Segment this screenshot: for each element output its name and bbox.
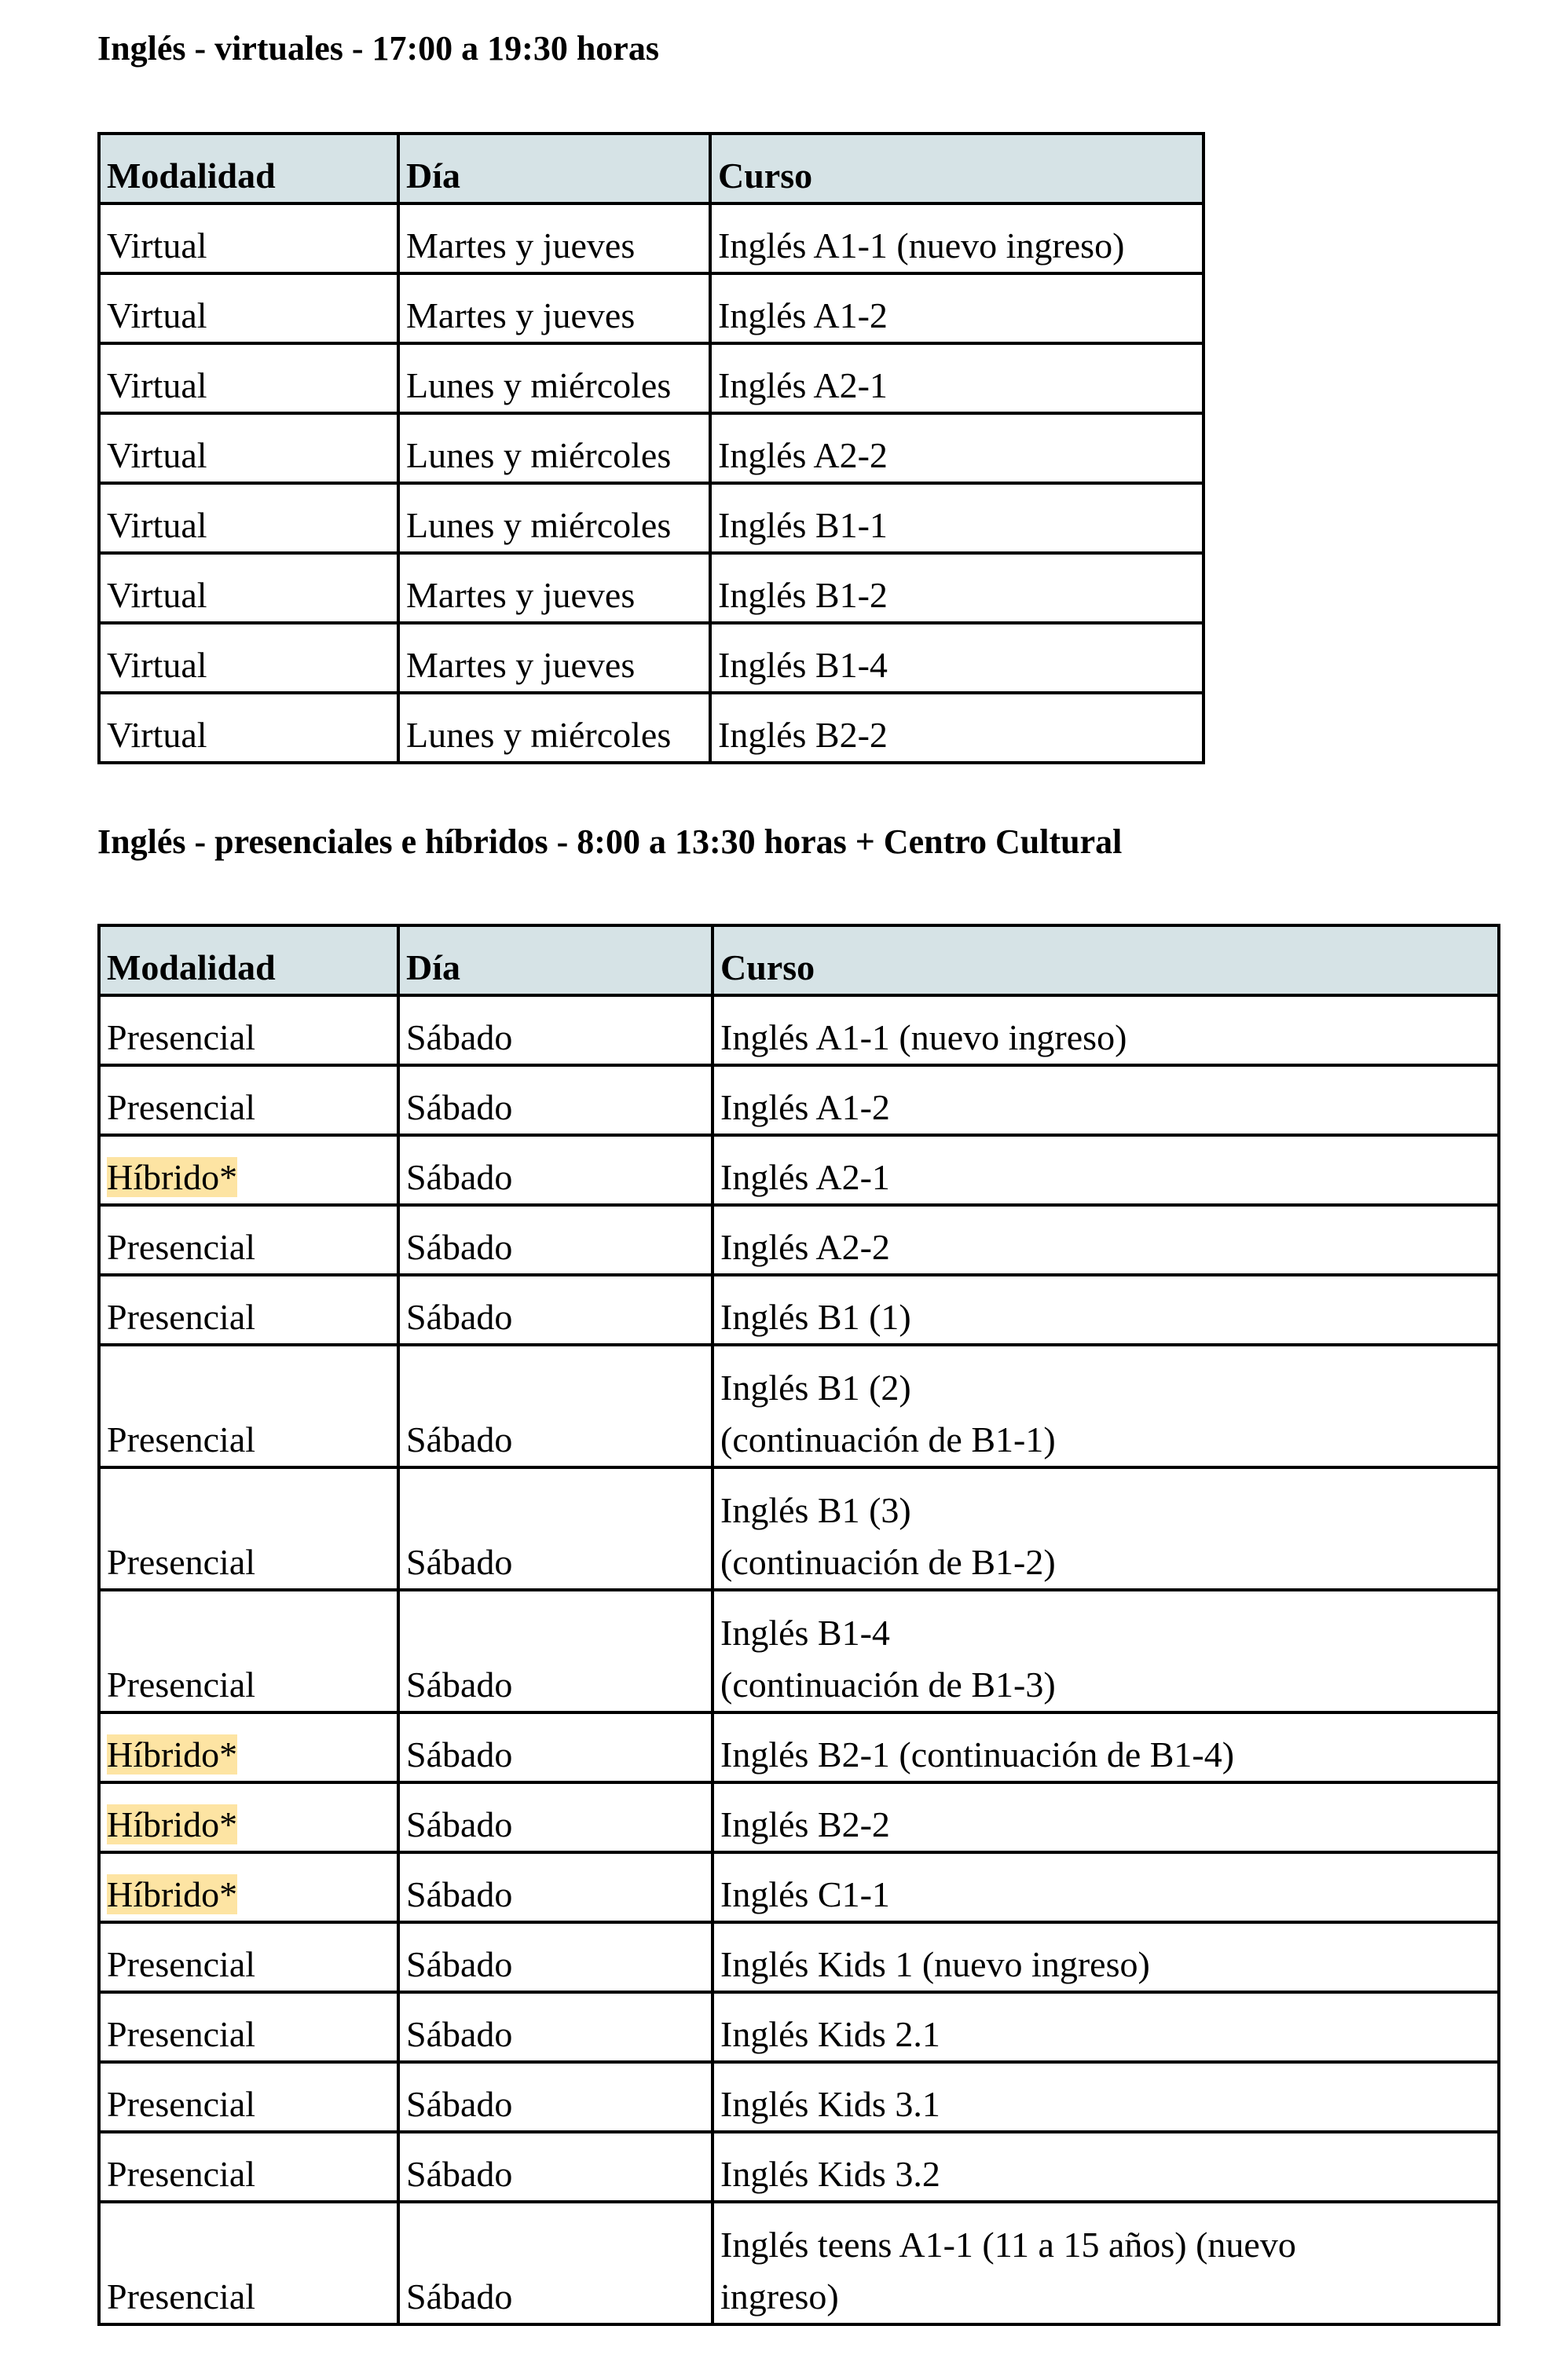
cell-dia [398,1782,713,1852]
cell-modalidad-text: Virtual [107,225,207,266]
table-header-row [99,134,1203,203]
section-heading-presencial: Inglés - presenciales e híbridos - 8:00 a 13:30 horas + Centro Cultural [97,822,1123,861]
cell-dia [398,2132,713,2202]
cell-dia-text: Lunes y miércoles [406,715,672,755]
cell-curso-text: Inglés Kids 3.2 [720,2154,940,2194]
cell-dia-text: Sábado [406,1944,513,1984]
table-row [99,1205,1499,1275]
cell-curso [710,483,1203,553]
cell-dia [398,2202,713,2324]
cell-dia-text: Sábado [406,1297,513,1337]
cell-dia-text: Martes y jueves [406,295,636,335]
cell-curso-text: Inglés A1-1 (nuevo ingreso) [718,225,1125,266]
table-row [99,693,1203,763]
cell-curso [713,1590,1499,1712]
cell-modalidad [99,1205,398,1275]
table-row [99,1275,1499,1345]
table-row [99,1782,1499,1852]
cell-dia [398,1852,713,1922]
cell-modalidad-text: Virtual [107,435,207,475]
table-row [99,1852,1499,1922]
cell-curso-text: Inglés B2-2 [720,1804,890,1844]
virtual-courses-table [97,132,1205,764]
cell-curso-text: Inglés A1-2 [718,295,888,335]
cell-modalidad [99,1992,398,2062]
hybrid-highlight: Híbrido* [107,1734,238,1775]
table-row [99,413,1203,483]
cell-curso-text: Inglés B1-1 [718,505,888,545]
cell-modalidad-text: Virtual [107,505,207,545]
cell-dia [398,1135,713,1205]
column-header-dia: Día [398,925,713,995]
cell-modalidad-text: Presencial [107,2276,256,2317]
cell-modalidad [99,1712,398,1782]
hybrid-highlight: Híbrido* [107,1157,238,1197]
cell-modalidad [99,1467,398,1590]
cell-dia-text: Sábado [406,1419,513,1460]
cell-curso-text: Inglés A1-2 [720,1087,890,1127]
cell-modalidad [99,1852,398,1922]
table-row [99,483,1203,553]
table-row [99,203,1203,273]
cell-modalidad-text: Virtual [107,715,207,755]
cell-curso-text: Inglés A1-1 (nuevo ingreso) [720,1017,1127,1057]
cell-dia-text: Sábado [406,1087,513,1127]
cell-modalidad [99,693,398,763]
cell-modalidad [99,1345,398,1467]
cell-dia [398,1922,713,1992]
cell-modalidad-text: Presencial [107,1542,256,1582]
cell-dia-text: Sábado [406,1665,513,1705]
cell-curso [713,1275,1499,1345]
cell-dia [398,623,710,693]
cell-curso [713,1922,1499,1992]
cell-dia-text: Sábado [406,1874,513,1914]
cell-curso [710,203,1203,273]
cell-dia [398,553,710,623]
cell-dia-text: Sábado [406,1804,513,1844]
cell-modalidad [99,1065,398,1135]
table-row [99,553,1203,623]
cell-modalidad [99,413,398,483]
cell-dia-text: Lunes y miércoles [406,365,672,405]
cell-modalidad [99,1782,398,1852]
cell-curso [713,1065,1499,1135]
cell-modalidad-text: Presencial [107,1944,256,1984]
cell-modalidad [99,1135,398,1205]
cell-curso [713,1467,1499,1590]
cell-curso [713,1782,1499,1852]
cell-curso [713,1852,1499,1922]
cell-curso [710,413,1203,483]
cell-dia [398,343,710,413]
table-row [99,2202,1499,2324]
cell-curso-text: Inglés B1 (3) [720,1490,911,1530]
cell-curso [710,553,1203,623]
table-row [99,1922,1499,1992]
cell-curso [713,995,1499,1065]
cell-dia-text: Sábado [406,1157,513,1197]
cell-modalidad-text: Presencial [107,2084,256,2124]
cell-modalidad-text: Virtual [107,295,207,335]
cell-modalidad [99,1590,398,1712]
table-row [99,995,1499,1065]
cell-curso-text: Inglés A2-1 [718,365,888,405]
cell-modalidad [99,553,398,623]
cell-dia-text: Sábado [406,1017,513,1057]
cell-dia-text: Lunes y miércoles [406,435,672,475]
cell-dia-text: Martes y jueves [406,225,636,266]
table-row [99,2062,1499,2132]
cell-dia [398,1467,713,1590]
cell-dia-text: Sábado [406,1734,513,1775]
cell-curso-text: Inglés B1-2 [718,575,888,615]
cell-curso [713,2202,1499,2324]
cell-modalidad-text: Presencial [107,1297,256,1337]
cell-dia-text: Sábado [406,2084,513,2124]
cell-dia [398,995,713,1065]
cell-modalidad-text: Virtual [107,645,207,685]
cell-modalidad [99,1922,398,1992]
cell-modalidad-text: Presencial [107,1087,256,1127]
cell-curso [710,623,1203,693]
cell-dia [398,2062,713,2132]
cell-curso-text: Inglés C1-1 [720,1874,890,1914]
cell-dia [398,413,710,483]
table-row [99,1065,1499,1135]
cell-curso [713,1345,1499,1467]
cell-dia-text: Martes y jueves [406,645,636,685]
cell-curso-text: Inglés A2-1 [720,1157,890,1197]
cell-modalidad [99,623,398,693]
cell-dia [398,203,710,273]
table-header-row [99,925,1499,995]
presencial-courses-table [97,924,1500,2326]
cell-dia-text: Sábado [406,1227,513,1267]
table-row [99,2132,1499,2202]
cell-curso [713,1135,1499,1205]
cell-curso-text-line2: (continuación de B1-3) [720,1665,1056,1705]
cell-curso [713,1205,1499,1275]
cell-dia [398,1345,713,1467]
cell-modalidad-text: Presencial [107,1665,256,1705]
cell-dia [398,273,710,343]
cell-dia [398,1712,713,1782]
section-heading-virtual: Inglés - virtuales - 17:00 a 19:30 horas [97,29,659,68]
table-row [99,1135,1499,1205]
cell-modalidad-text: Virtual [107,575,207,615]
column-header-modalidad: Modalidad [99,134,398,203]
cell-modalidad [99,343,398,413]
cell-dia [398,1275,713,1345]
table-row [99,1467,1499,1590]
cell-curso-text: Inglés A2-2 [718,435,888,475]
cell-dia [398,1205,713,1275]
table-row [99,1712,1499,1782]
cell-dia [398,1992,713,2062]
cell-curso [710,693,1203,763]
hybrid-highlight: Híbrido* [107,1804,238,1844]
table-row [99,273,1203,343]
cell-modalidad-text: Presencial [107,1419,256,1460]
table-row [99,1992,1499,2062]
cell-curso-text: Inglés B1 (1) [720,1297,911,1337]
column-header-modalidad: Modalidad [99,925,398,995]
cell-curso-text: Inglés A2-2 [720,1227,890,1267]
cell-curso [713,2132,1499,2202]
cell-dia-text: Sábado [406,2276,513,2317]
cell-dia [398,483,710,553]
cell-modalidad [99,995,398,1065]
cell-curso [710,273,1203,343]
column-header-dia: Día [398,134,710,203]
cell-modalidad [99,2132,398,2202]
cell-curso [710,343,1203,413]
cell-curso-text-line2: (continuación de B1-1) [720,1419,1056,1460]
cell-dia-text: Sábado [406,1542,513,1582]
cell-curso-text: Inglés Kids 2.1 [720,2014,940,2054]
cell-dia [398,1065,713,1135]
cell-curso [713,1992,1499,2062]
table-row [99,343,1203,413]
cell-curso [713,2062,1499,2132]
cell-curso-text: Inglés B2-2 [718,715,888,755]
cell-dia [398,1590,713,1712]
cell-curso-text: Inglés Kids 1 (nuevo ingreso) [720,1944,1150,1984]
cell-curso [713,1712,1499,1782]
cell-curso-text: Inglés B1-4 [720,1613,890,1653]
cell-modalidad-text: Virtual [107,365,207,405]
cell-curso-text: Inglés B2-1 (continuación de B1-4) [720,1734,1235,1775]
cell-dia [398,693,710,763]
cell-curso-text: Inglés Kids 3.1 [720,2084,940,2124]
cell-dia-text: Lunes y miércoles [406,505,672,545]
cell-dia-text: Sábado [406,2014,513,2054]
table-row [99,1345,1499,1467]
cell-dia-text: Sábado [406,2154,513,2194]
cell-curso-text: Inglés teens A1-1 (11 a 15 años) (nuevo [720,2225,1296,2265]
cell-curso-text: Inglés B1-4 [718,645,888,685]
cell-modalidad-text: Presencial [107,2154,256,2194]
cell-modalidad-text: Presencial [107,2014,256,2054]
column-header-curso: Curso [713,925,1499,995]
table-row [99,1590,1499,1712]
cell-modalidad [99,273,398,343]
hybrid-highlight: Híbrido* [107,1874,238,1914]
cell-curso-text-line2: (continuación de B1-2) [720,1542,1056,1582]
cell-modalidad [99,203,398,273]
cell-modalidad [99,483,398,553]
cell-modalidad-text: Presencial [107,1227,256,1267]
cell-curso-text: Inglés B1 (2) [720,1368,911,1408]
cell-modalidad-text: Presencial [107,1017,256,1057]
cell-curso-text-line2: ingreso) [720,2276,839,2317]
column-header-curso: Curso [710,134,1203,203]
table-row [99,623,1203,693]
cell-modalidad [99,1275,398,1345]
cell-dia-text: Martes y jueves [406,575,636,615]
cell-modalidad [99,2202,398,2324]
cell-modalidad [99,2062,398,2132]
